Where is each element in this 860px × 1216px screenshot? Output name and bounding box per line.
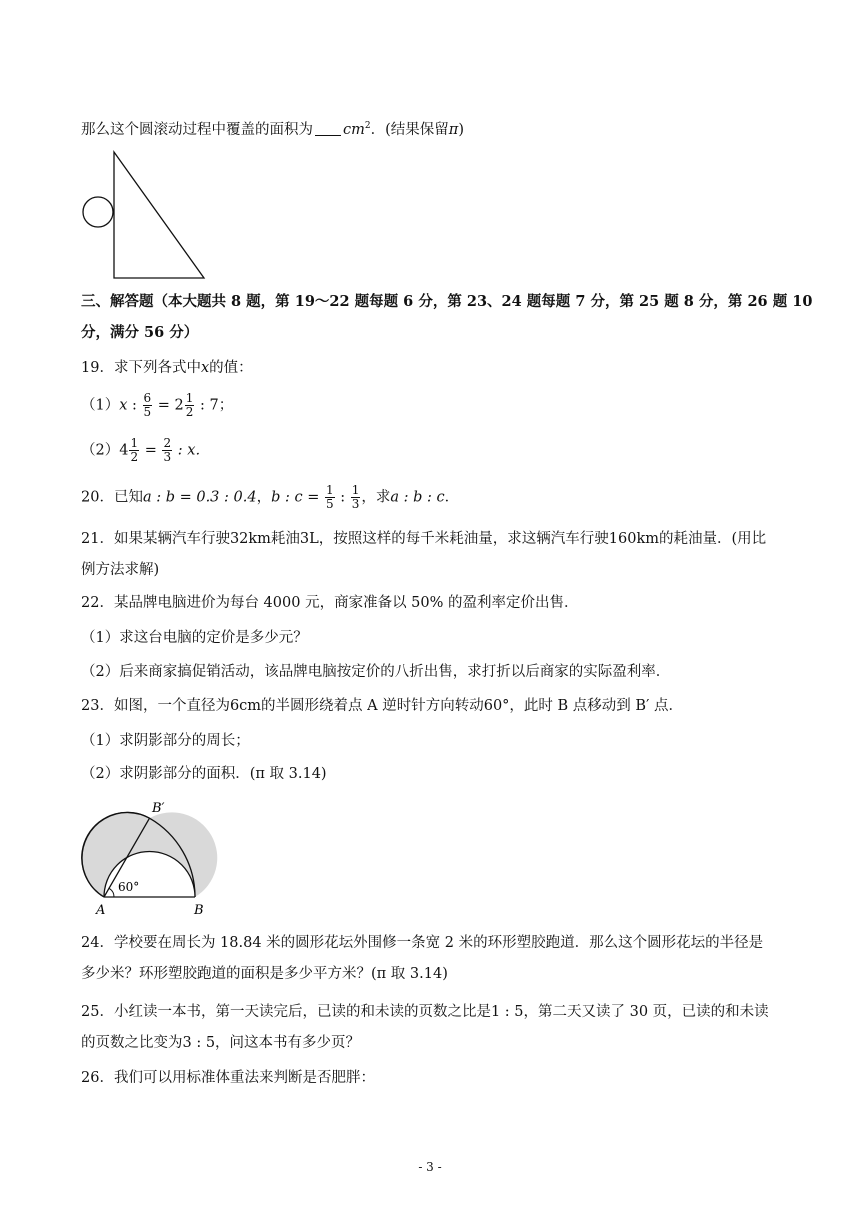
point-a-label: A — [96, 903, 106, 918]
q20-d: ． — [444, 489, 460, 506]
q23-part2: （2）求阴影部分的面积．(π 取 3.14) — [81, 766, 327, 782]
q19-stem-b: 的值： — [209, 360, 253, 376]
section-3-heading-cont: 分，满分 56 分） — [81, 324, 199, 341]
q23-stem: 23．如图，一个直径为6cm的半圆形绕着点 A 逆时针方向转动60°，此时 B 点移动到 B′ 点． — [81, 698, 683, 714]
q19-p1-tail: : 7； — [195, 397, 234, 414]
den: 3 — [163, 450, 172, 464]
circle-triangle-figure — [78, 148, 218, 282]
q20-expr2: b : c = — [271, 489, 324, 506]
num: 1 — [185, 391, 194, 405]
q19-p1-fraction — [143, 392, 153, 419]
q19-p1-eq: = 2 — [153, 397, 184, 414]
num: 1 — [351, 483, 360, 497]
q19-p2-label: （2） — [81, 442, 120, 459]
q20-expr1: a : b = 0.3 : 0.4 — [142, 489, 257, 506]
q19-p1-x: x — [119, 397, 128, 414]
q24-line1: 24．学校要在周长为 18.84 米的圆形花坛外围修一条宽 2 米的环形塑胶跑道．那么这个圆形花坛的半径是 — [81, 935, 764, 951]
q18-pi: π — [448, 121, 459, 138]
q19-var: x — [200, 360, 210, 376]
q19-p1-mixed-frac — [185, 392, 195, 419]
q21-line1: 21．如果某辆汽车行驶32km耗油3L，按照这样的每千米耗油量，求这辆汽车行驶160km的耗油量．(用比 — [81, 531, 767, 547]
q20-frac2 — [351, 484, 361, 511]
point-b-label: B — [194, 903, 204, 918]
q18-tail-line — [81, 116, 464, 140]
den: 3 — [351, 497, 360, 511]
q20-expr3: a : b : c — [390, 489, 445, 506]
q19-stem-a: 19．求下列各式中 — [81, 360, 201, 376]
num: 1 — [325, 483, 334, 497]
q19-p1-label: （1） — [81, 397, 120, 414]
q20-colon: : — [335, 489, 350, 506]
angle-label: 60° — [118, 880, 140, 894]
den: 5 — [143, 405, 152, 419]
q20-b: ， — [256, 489, 272, 506]
right-triangle — [114, 152, 204, 278]
q19-p2-fraction — [162, 437, 172, 464]
q19-p2-whole: 4 — [119, 442, 129, 459]
q19-p2-eq: = — [140, 442, 162, 459]
q25-line2: 的页数之比变为3 : 5，问这本书有多少页？ — [81, 1035, 361, 1051]
q19-p2-tail: : x． — [173, 442, 210, 459]
q19-part1 — [81, 392, 233, 419]
den: 2 — [130, 450, 139, 464]
q20-a: 20．已知 — [81, 489, 143, 506]
q22-part2: （2）后来商家搞促销活动，该品牌电脑按定价的八折出售，求打折以后商家的实际盈利率． — [81, 664, 671, 680]
q18-text-after: ．(结果保留 — [370, 121, 449, 138]
q18-close: ) — [458, 121, 464, 138]
section-3-heading: 三、解答题（本大题共 8 题，第 19～22 题每题 6 分，第 23、24 题每题 7 分，第 25 题 8 分，第 26 题 10 — [81, 293, 813, 310]
point-bprime-label: B′ — [152, 801, 165, 816]
num: 6 — [143, 391, 152, 405]
q26-line1: 26．我们可以用标准体重法来判断是否肥胖： — [81, 1070, 375, 1086]
q19-stem — [81, 358, 253, 378]
q18-text: 那么这个圆滚动过程中覆盖的面积为 — [81, 121, 313, 138]
q24-line2: 多少米？环形塑胶跑道的面积是多少平方米？(π 取 3.14) — [81, 966, 448, 982]
den: 5 — [325, 497, 334, 511]
rotated-semicircle-figure — [74, 796, 224, 920]
q18-unit: cm — [343, 121, 365, 138]
q21-line2: 例方法求解) — [81, 562, 160, 578]
q22-part1: （1）求这台电脑的定价是多少元？ — [81, 630, 308, 646]
num: 1 — [130, 436, 139, 450]
q18-unit-exp: 2 — [364, 121, 371, 131]
q20-c: ，求 — [361, 489, 391, 506]
den: 2 — [185, 405, 194, 419]
q20-line — [81, 484, 459, 511]
q19-p2-mixed-frac — [129, 437, 139, 464]
page-number: - 3 - — [418, 1160, 442, 1174]
q19-part2 — [81, 437, 210, 464]
q19-p1-colon: : — [127, 397, 142, 414]
answer-blank — [315, 121, 341, 136]
q23-part1: （1）求阴影部分的周长； — [81, 733, 250, 749]
num: 2 — [163, 436, 172, 450]
q20-frac1 — [325, 484, 335, 511]
rolling-circle — [83, 197, 113, 227]
q25-line1: 25．小红读一本书，第一天读完后，已读的和未读的页数之比是1 : 5，第二天又读了 30 页，已读的和未读 — [81, 1004, 769, 1020]
q22-stem: 22．某品牌电脑进价为每台 4000 元，商家准备以 50% 的盈利率定价出售． — [81, 595, 579, 611]
